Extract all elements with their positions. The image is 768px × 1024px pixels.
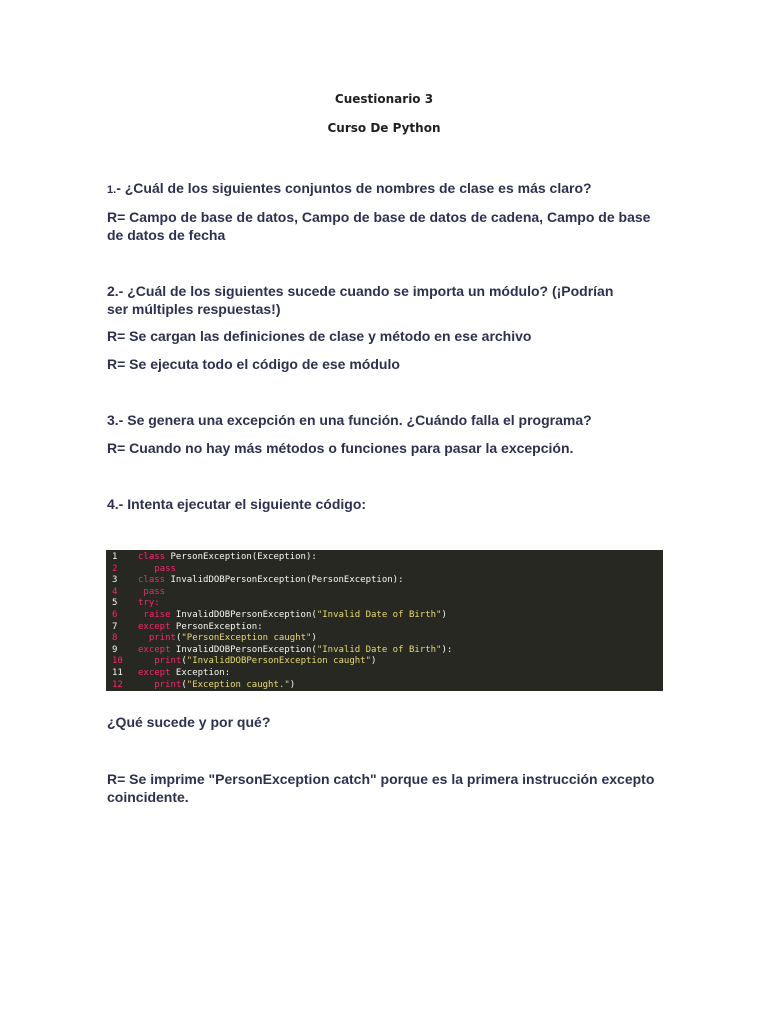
code-line	[106, 622, 663, 634]
code-text	[138, 587, 165, 599]
code-keyword: print	[154, 679, 182, 690]
line-number: 6	[112, 609, 118, 620]
code-keyword: except	[138, 621, 171, 632]
code-text	[138, 656, 376, 668]
code-text	[138, 552, 317, 564]
document-title: Cuestionario 3	[334, 92, 434, 106]
code-text	[138, 645, 452, 657]
code-string: "Invalid Date of Birth"	[316, 644, 442, 655]
code-string: "Exception caught."	[186, 679, 290, 690]
code-post: )	[289, 679, 296, 690]
code-text	[138, 622, 263, 634]
line-number: 1	[112, 552, 118, 562]
code-rest: (	[181, 679, 187, 690]
question-4: 4.- Intenta ejecutar el siguiente código:	[107, 496, 367, 512]
line-number: 11	[112, 667, 123, 678]
line-number: 8	[112, 633, 118, 644]
line-number: 12	[112, 679, 123, 690]
code-indent	[138, 633, 149, 643]
code-keyword: except	[138, 667, 171, 678]
code-keyword: print	[148, 633, 176, 644]
line-number: 4	[112, 586, 118, 597]
code-keyword: pass	[143, 586, 166, 597]
code-text	[138, 610, 447, 622]
line-number: 10	[112, 656, 123, 667]
code-line	[106, 552, 663, 564]
answer-3: R= Cuando no hay más métodos o funciones para pasar la excepción.	[107, 440, 574, 456]
line-number: 9	[112, 644, 118, 655]
code-post: )	[441, 609, 447, 620]
code-string: "Invalid Date of Birth"	[316, 609, 442, 620]
code-keyword: class	[138, 552, 166, 562]
code-line	[106, 680, 663, 691]
line-number: 7	[112, 621, 118, 632]
code-indent	[138, 564, 154, 574]
code-keyword: class	[138, 575, 166, 586]
line-number: 2	[112, 563, 118, 574]
code-string: "InvalidDOBPersonException caught"	[186, 656, 372, 667]
code-rest: (	[175, 633, 182, 644]
code-line	[106, 645, 663, 657]
code-line	[106, 656, 663, 668]
code-string: "PersonException caught"	[181, 633, 312, 644]
question-1	[107, 179, 667, 199]
code-text	[138, 598, 160, 610]
answer-2b: R= Se ejecuta todo el código de ese módulo	[107, 356, 400, 372]
code-post: ):	[441, 644, 453, 655]
code-line	[106, 575, 663, 587]
code-text	[138, 575, 404, 587]
question-1-number: 1.	[107, 184, 117, 196]
code-rest: InvalidDOBPersonException(	[170, 609, 317, 620]
code-post: )	[311, 633, 317, 644]
question-1-text: - ¿Cuál de los siguientes conjuntos de nombres de clase es más claro?	[116, 180, 592, 196]
line-number: 5	[112, 598, 118, 609]
code-line	[106, 633, 663, 645]
code-line	[106, 668, 663, 680]
code-rest: Exception:	[170, 667, 231, 678]
code-rest: InvalidDOBPersonException(PersonException):	[165, 575, 404, 586]
code-keyword: pass	[154, 563, 176, 574]
code-snippet	[106, 550, 663, 691]
code-keyword: except	[138, 644, 171, 655]
code-text	[138, 564, 176, 576]
code-rest: InvalidDOBPersonException(	[170, 644, 317, 655]
code-rest: (	[181, 656, 187, 667]
code-line	[106, 610, 663, 622]
answer-2a: R= Se cargan las definiciones de clase y método en ese archivo	[107, 328, 532, 344]
answer-1: R= Campo de base de datos, Campo de base de datos de cadena, Campo de base de datos de fecha	[107, 209, 651, 243]
code-indent	[138, 680, 154, 690]
code-line	[106, 598, 663, 610]
code-indent	[138, 656, 154, 666]
code-rest: PersonException(Exception):	[165, 552, 317, 562]
code-post: )	[371, 656, 377, 667]
document-subtitle: Curso De Python	[327, 121, 441, 135]
code-line	[106, 587, 663, 599]
code-keyword: print	[154, 656, 182, 667]
question-4-followup: ¿Qué sucede y por qué?	[107, 714, 271, 730]
question-2: 2.- ¿Cuál de los siguientes sucede cuando se importa un módulo? (¡Podrían ser múltiples respuestas!)	[107, 283, 614, 317]
code-text	[138, 680, 295, 691]
code-rest: PersonException:	[170, 621, 263, 632]
code-text	[138, 668, 230, 680]
answer-4: R= Se imprime "PersonException catch" porque es la primera instrucción excepto coincidente.	[107, 771, 655, 805]
code-text	[138, 633, 317, 645]
question-3: 3.- Se genera una excepción en una función. ¿Cuándo falla el programa?	[107, 412, 592, 428]
code-keyword: raise	[143, 609, 171, 620]
code-keyword: try:	[138, 598, 160, 609]
line-number: 3	[112, 575, 118, 586]
code-line	[106, 564, 663, 576]
